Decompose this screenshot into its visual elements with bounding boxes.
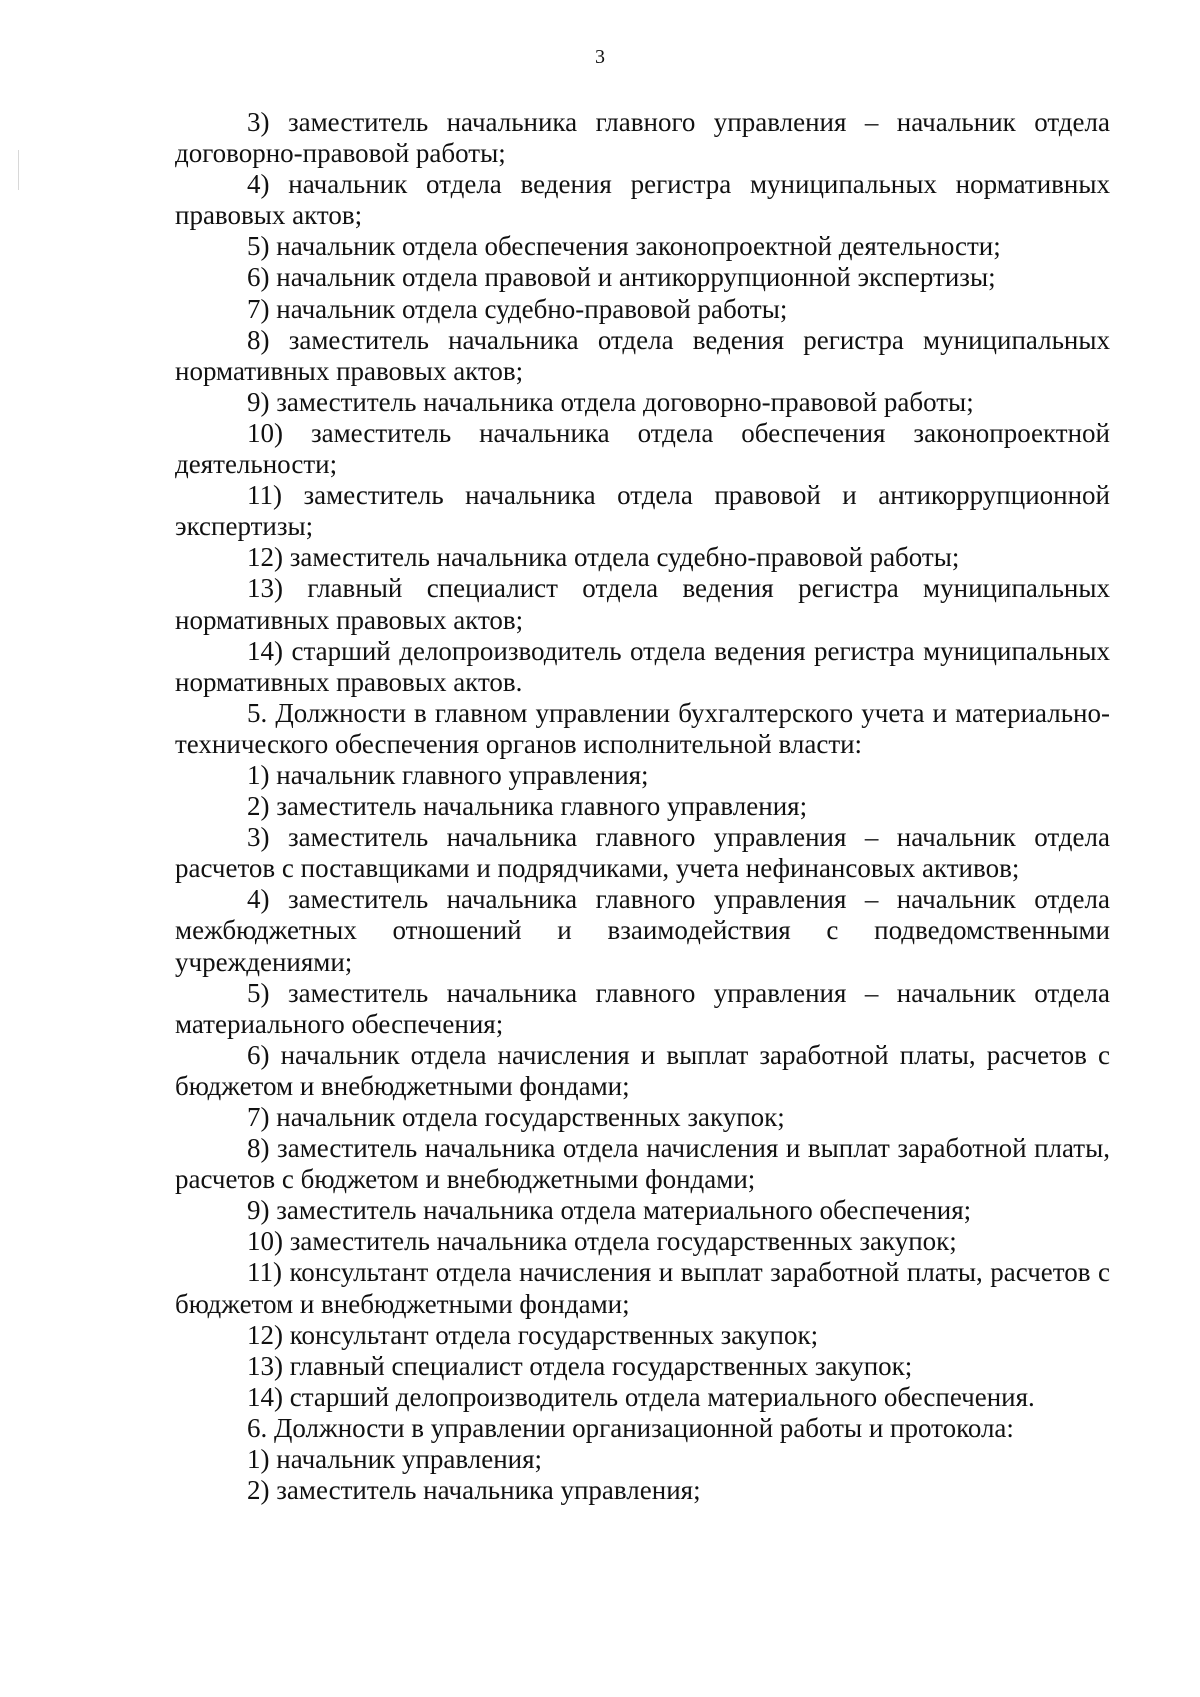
- list-item: 3) заместитель начальника главного управления – начальник отдела договорно-правовой работы;: [175, 107, 1110, 169]
- list-item: 13) главный специалист отдела государственных закупок;: [247, 1350, 913, 1381]
- list-item: 8) заместитель начальника отдела ведения регистра муниципальных нормативных правовых актов;: [175, 324, 1110, 386]
- list-item: 2) заместитель начальника главного управления;: [247, 791, 808, 822]
- list-item: 10) заместитель начальника отдела обеспечения законопроектной деятельности;: [175, 417, 1110, 480]
- section-heading: 6. Должности в управлении организационной работы и протокола:: [247, 1412, 1014, 1443]
- list-item: 11) консультант отдела начисления и выплат заработной платы, расчетов с бюджетом и внебюджетными фондами;: [175, 1257, 1110, 1319]
- list-item: 2) заместитель начальника управления;: [247, 1475, 701, 1506]
- list-item: 5) заместитель начальника главного управления – начальник отдела материального обеспечения;: [175, 977, 1110, 1039]
- list-item: 14) старший делопроизводитель отдела ведения регистра муниципальных нормативных правовых актов.: [175, 635, 1110, 697]
- scan-artifact: [18, 150, 19, 190]
- list-item: 10) заместитель начальника отдела государственных закупок;: [247, 1226, 957, 1257]
- list-item: 8) заместитель начальника отдела начисления и выплат заработной платы, расчетов с бюджетом и внебюджетными фондами;: [175, 1133, 1110, 1195]
- list-item: 6) начальник отдела начисления и выплат заработной платы, расчетов с бюджетом и внебюджетными фондами;: [175, 1039, 1110, 1101]
- list-item: 9) заместитель начальника отдела материального обеспечения;: [247, 1195, 972, 1226]
- list-item: 12) заместитель начальника отдела судебно-правовой работы;: [247, 542, 960, 573]
- list-item: 4) заместитель начальника главного управления – начальник отдела межбюджетных отношений и взаимодействия с подведомственными учреждениями;: [175, 884, 1110, 977]
- list-item: 14) старший делопроизводитель отдела материального обеспечения.: [247, 1381, 1035, 1412]
- list-item: 12) консультант отдела государственных закупок;: [247, 1319, 819, 1350]
- list-item: 5) начальник отдела обеспечения законопроектной деятельности;: [247, 231, 1001, 262]
- list-item: 7) начальник отдела государственных закупок;: [247, 1102, 785, 1132]
- list-item: 3) заместитель начальника главного управления – начальник отдела расчетов с поставщиками и подрядчиками, учета нефинансовых активов;: [175, 822, 1110, 884]
- list-item: 11) заместитель начальника отдела правовой и антикоррупционной экспертизы;: [175, 480, 1110, 542]
- list-item: 13) главный специалист отдела ведения регистра муниципальных нормативных правовых актов;: [175, 573, 1110, 635]
- list-item: 1) начальник управления;: [247, 1444, 543, 1475]
- list-item: 9) заместитель начальника отдела договорно-правовой работы;: [247, 386, 974, 417]
- document-body: [175, 107, 1110, 1506]
- list-item: 4) начальник отдела ведения регистра муниципальных нормативных правовых актов;: [175, 169, 1110, 231]
- list-item: 7) начальник отдела судебно-правовой работы;: [247, 293, 788, 324]
- section-heading: 5. Должности в главном управлении бухгалтерского учета и материально-технического обеспечения органов исполнительной власти:: [175, 697, 1110, 759]
- list-item: 1) начальник главного управления;: [247, 759, 649, 790]
- page-number: 3: [595, 46, 605, 68]
- list-item: 6) начальник отдела правовой и антикоррупционной экспертизы;: [247, 262, 996, 293]
